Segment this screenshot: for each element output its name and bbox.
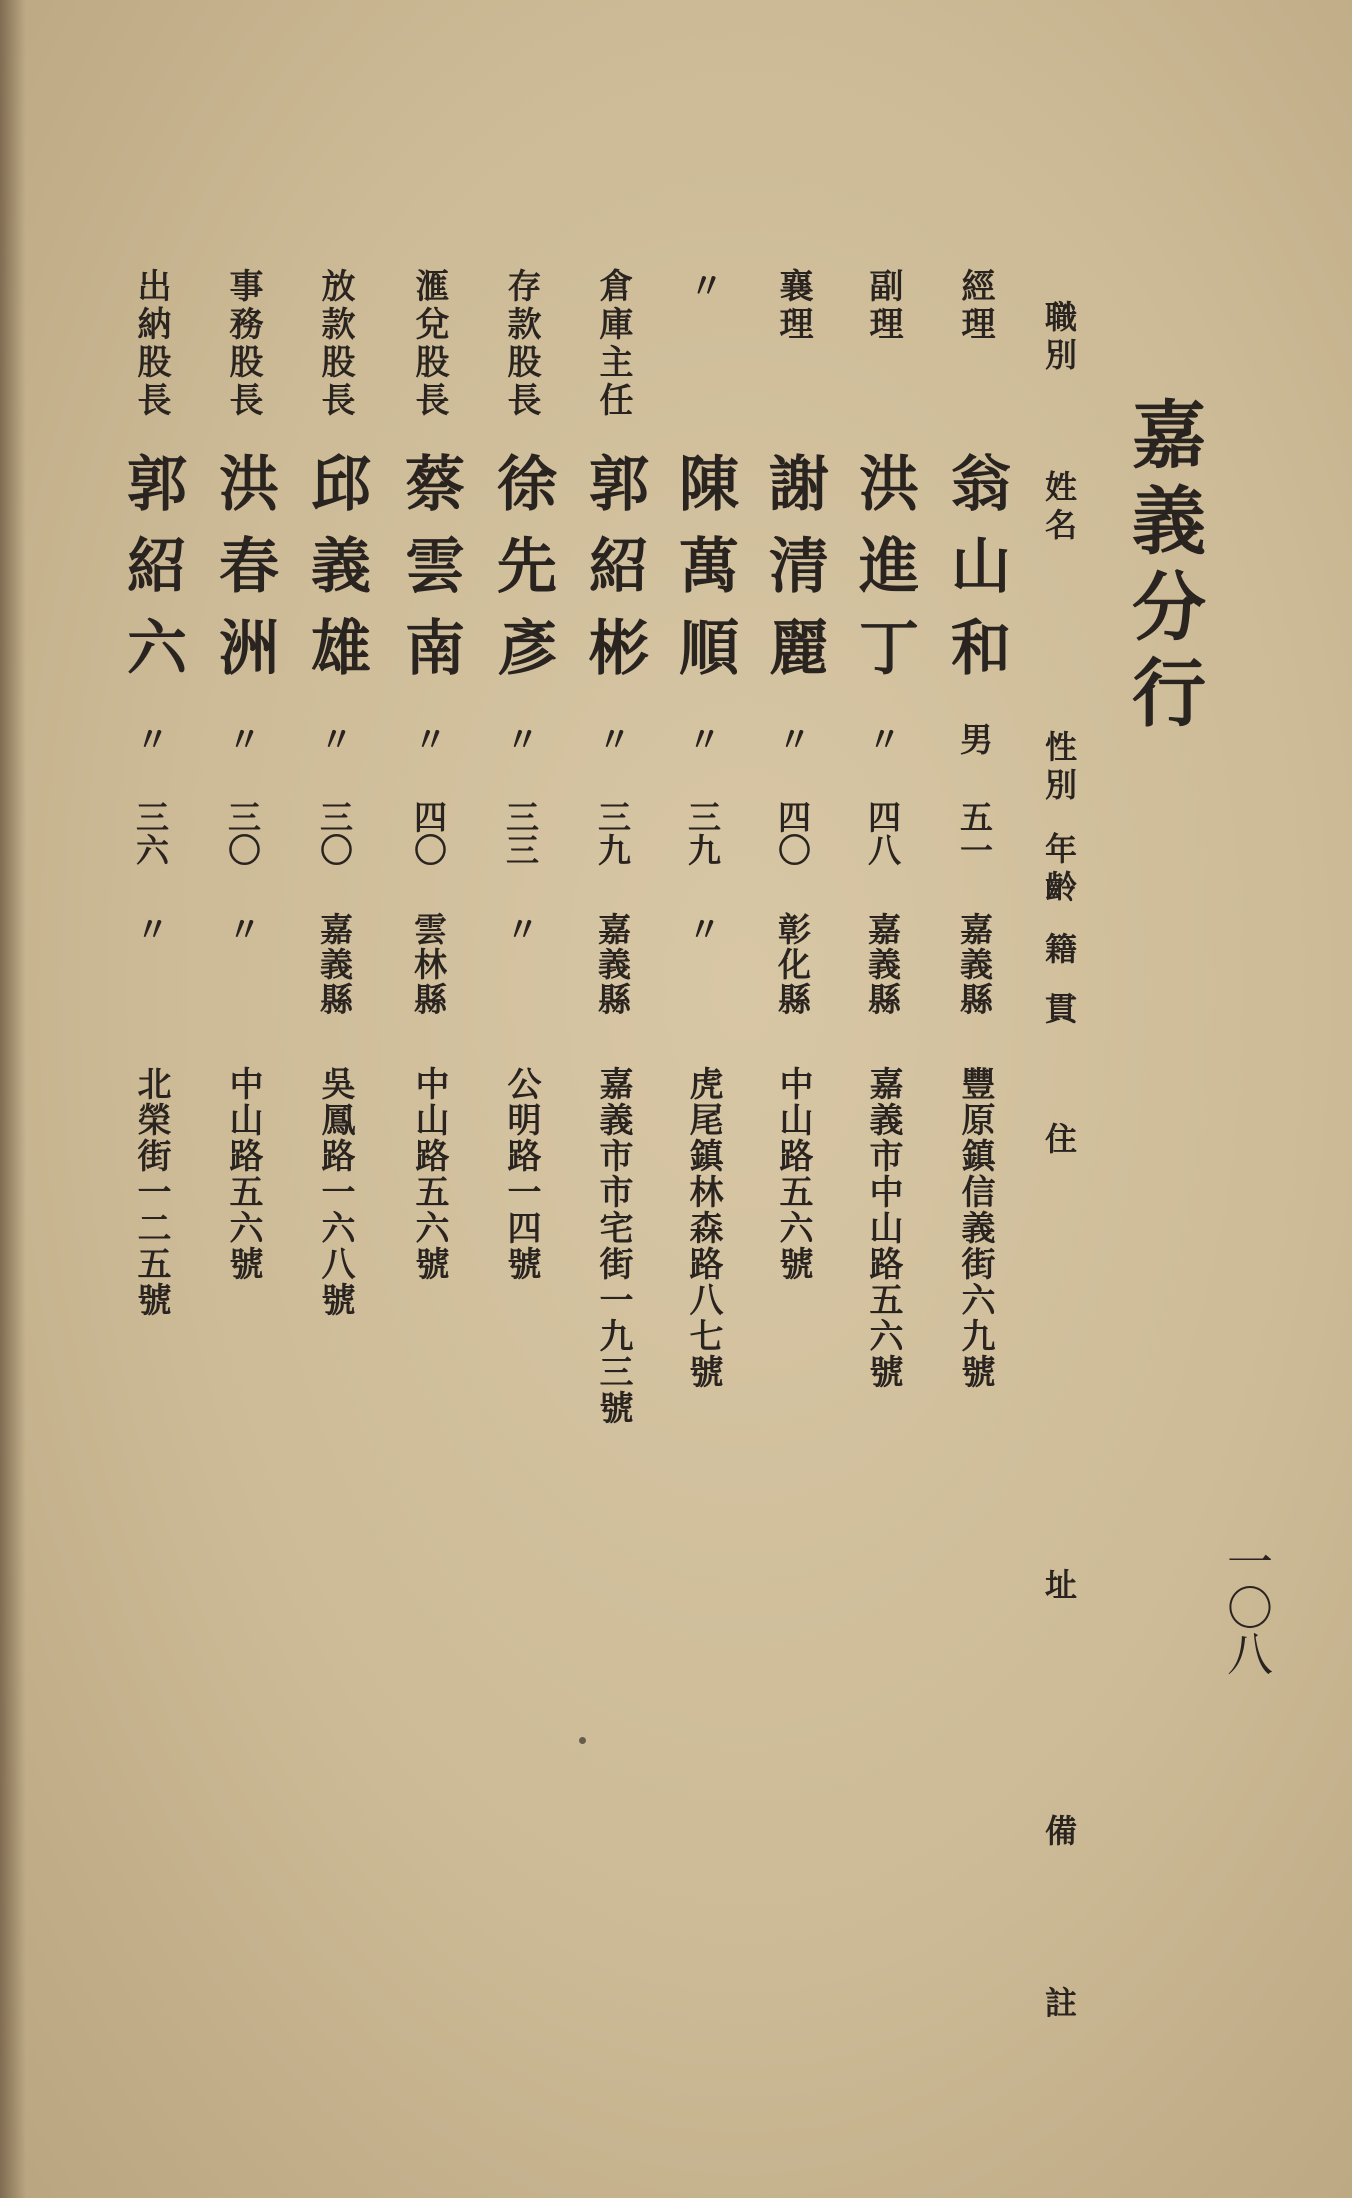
cell-age: 三九 (593, 800, 632, 866)
cell-age: 三六 (131, 800, 170, 866)
cell-sex: 男 (955, 722, 994, 755)
cell-sex: 〃 (315, 722, 354, 755)
cell-age: 三九 (683, 800, 722, 866)
cell-age: 三〇 (223, 800, 262, 866)
cell-age: 三〇 (315, 800, 354, 866)
cell-title: 事務股長 (223, 268, 263, 420)
cell-name: 蔡雲南 (395, 452, 465, 698)
header-address: 住 (1040, 1122, 1078, 1160)
cell-title: 出納股長 (131, 268, 171, 420)
cell-age: 四〇 (409, 800, 448, 866)
cell-native: 嘉義縣 (863, 912, 902, 1017)
cell-name: 翁山和 (941, 452, 1011, 698)
header-note-2: 註 (1040, 1986, 1078, 2024)
header-name: 姓名 (1040, 470, 1078, 546)
cell-name: 陳萬順 (669, 452, 739, 698)
cell-name: 謝清麗 (759, 452, 829, 698)
page-number: 一〇八 (1220, 1538, 1274, 1676)
header-sex: 性別 (1040, 730, 1078, 806)
cell-title: 副理 (863, 268, 903, 344)
cell-native: 〃 (683, 912, 722, 947)
cell-address: 北榮街一二五號 (131, 1066, 171, 1318)
cell-address: 虎尾鎮林森路八七號 (683, 1066, 723, 1390)
cell-native: 嘉義縣 (955, 912, 994, 1017)
cell-native: 〃 (501, 912, 540, 947)
cell-native: 嘉義縣 (593, 912, 632, 1017)
cell-address: 嘉義市中山路五六號 (863, 1066, 903, 1390)
cell-address: 中山路五六號 (223, 1066, 263, 1282)
cell-name: 洪進丁 (849, 452, 919, 698)
cell-sex: 〃 (223, 722, 262, 755)
cell-title: 滙兌股長 (409, 268, 449, 420)
cell-sex: 〃 (501, 722, 540, 755)
cell-sex: 〃 (131, 722, 170, 755)
cell-native: 〃 (131, 912, 170, 947)
cell-sex: 〃 (863, 722, 902, 755)
cell-address: 中山路五六號 (773, 1066, 813, 1282)
cell-title: 經理 (955, 268, 995, 344)
header-title: 職別 (1040, 300, 1078, 376)
cell-native: 〃 (223, 912, 262, 947)
cell-sex: 〃 (409, 722, 448, 755)
cell-address: 嘉義市市宅街一九三號 (593, 1066, 633, 1426)
cell-native: 嘉義縣 (315, 912, 354, 1017)
cell-name: 邱義雄 (301, 452, 371, 698)
cell-name: 徐先彥 (487, 452, 557, 698)
binding-shadow (0, 0, 26, 2198)
header-note: 備 (1040, 1814, 1078, 1852)
cell-age: 三三 (501, 800, 540, 866)
cell-address: 豐原鎮信義街六九號 (955, 1066, 995, 1390)
cell-native: 雲林縣 (409, 912, 448, 1017)
header-address-2: 址 (1040, 1568, 1078, 1606)
cell-age: 四八 (863, 800, 902, 866)
cell-native: 彰化縣 (773, 912, 812, 1017)
cell-title: 放款股長 (315, 268, 355, 420)
cell-title: 存款股長 (501, 268, 541, 420)
cell-address: 中山路五六號 (409, 1066, 449, 1282)
cell-title: 〃 (683, 268, 723, 306)
cell-sex: 〃 (773, 722, 812, 755)
page-title: 嘉義分行 (1120, 396, 1206, 740)
ink-spot (579, 1737, 586, 1744)
cell-name: 郭紹六 (117, 452, 187, 698)
cell-age: 四〇 (773, 800, 812, 866)
cell-title: 襄理 (773, 268, 813, 344)
cell-title: 倉庫主任 (593, 268, 633, 420)
cell-age: 五一 (955, 800, 994, 866)
cell-address: 吳鳳路一六八號 (315, 1066, 355, 1318)
cell-name: 洪春洲 (209, 452, 279, 698)
cell-name: 郭紹彬 (579, 452, 649, 698)
cell-sex: 〃 (593, 722, 632, 755)
cell-sex: 〃 (683, 722, 722, 755)
header-age: 年齡 (1040, 832, 1078, 908)
cell-address: 公明路一四號 (501, 1066, 541, 1282)
header-native: 籍貫 (1040, 932, 1078, 1052)
